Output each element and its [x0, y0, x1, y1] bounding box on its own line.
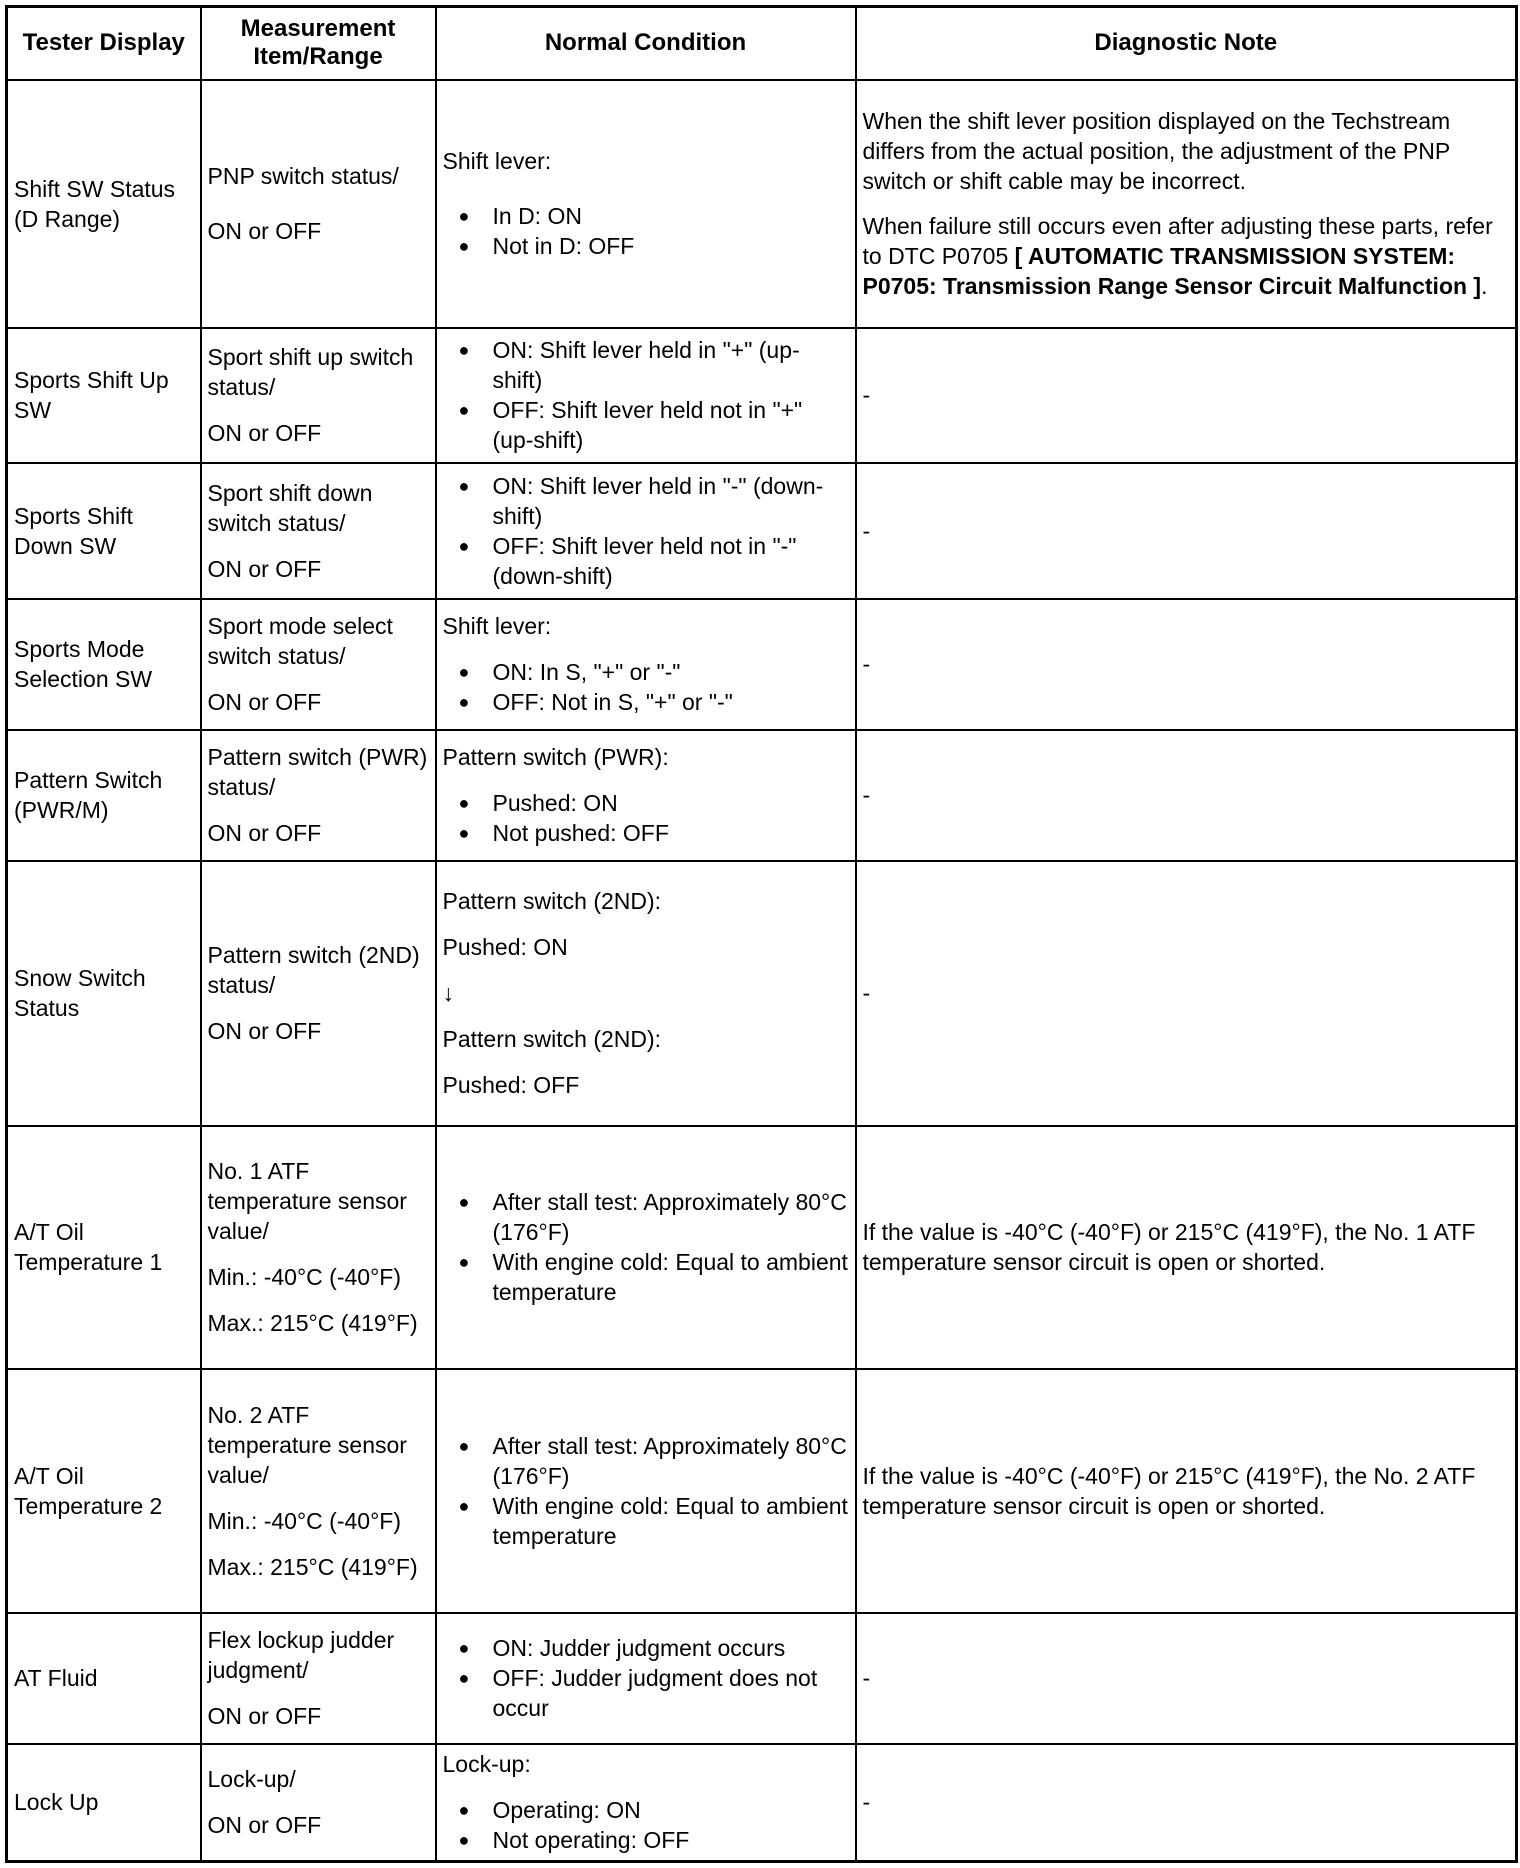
normal-condition-cell	[436, 1744, 856, 1862]
diagnostic-note-cell: -	[856, 1744, 1517, 1862]
measurement-cell	[201, 1613, 436, 1744]
tester-display-cell: Sports Mode Selection SW	[7, 599, 201, 730]
condition-item: ● After stall test: Approximately 80°C (176°F)	[443, 1187, 849, 1247]
condition-item: ● ON: Shift lever held in "-" (down-shift)	[443, 471, 849, 531]
tester-display-cell: Snow Switch Status	[7, 861, 201, 1126]
table-row	[7, 599, 1517, 730]
measurement-line: Min.: -40°C (-40°F)	[207, 1507, 401, 1534]
condition-item: ● With engine cold: Equal to ambient temperature	[443, 1247, 849, 1307]
condition-item: ● Operating: ON	[443, 1795, 849, 1825]
condition-list	[443, 1187, 849, 1307]
normal-condition-cell	[436, 1369, 856, 1613]
measurement-cell	[201, 80, 436, 328]
condition-item: ● Pushed: ON	[443, 788, 849, 818]
measurement-line: Sport shift down switch status/	[207, 479, 373, 536]
table-row	[7, 463, 1517, 599]
condition-list	[443, 471, 849, 591]
measurement-cell	[201, 1744, 436, 1862]
diagnostic-note-cell: -	[856, 1613, 1517, 1744]
tester-display-cell: A/T Oil Temperature 2	[7, 1369, 201, 1613]
condition-list	[443, 788, 849, 848]
condition-line: Pushed: ON	[442, 934, 568, 960]
header-measurement: Measurement Item/Range	[201, 7, 436, 80]
condition-list	[443, 1795, 849, 1855]
condition-list	[443, 1431, 849, 1551]
note-punctuation: .	[1481, 273, 1488, 299]
measurement-line: Min.: -40°C (-40°F)	[207, 1264, 401, 1290]
measurement-line: No. 1 ATF temperature sensor value/	[207, 1158, 407, 1244]
measurement-line: ON or OFF	[207, 689, 322, 715]
header-diagnostic-note: Diagnostic Note	[856, 7, 1517, 80]
normal-condition-cell	[436, 1613, 856, 1744]
measurement-line: Max.: 215°C (419°F)	[207, 1310, 418, 1336]
normal-condition-cell	[436, 463, 856, 599]
normal-condition-cell	[436, 328, 856, 463]
condition-list	[443, 335, 849, 455]
condition-item: ● Not in D: OFF	[443, 231, 849, 261]
condition-line: Pattern switch (2ND):	[442, 888, 662, 914]
measurement-line: Pattern switch (PWR) status/	[207, 744, 428, 800]
condition-item: ● ON: Shift lever held in "+" (up-shift)	[443, 335, 849, 395]
measurement-cell	[201, 328, 436, 463]
condition-intro: Pattern switch (PWR):	[442, 744, 669, 770]
dtc-reference-link[interactable]: [ AUTOMATIC TRANSMISSION SYSTEM: P0705: Transmission Range Sensor Circuit Malfunction ]	[862, 243, 1482, 299]
condition-intro: Shift lever:	[442, 148, 552, 174]
condition-list	[443, 201, 849, 261]
diagnostic-note-cell: -	[856, 861, 1517, 1126]
measurement-line: ON or OFF	[207, 555, 322, 582]
normal-condition-cell	[436, 1126, 856, 1369]
measurement-line: ON or OFF	[207, 420, 322, 446]
header-tester-display: Tester Display	[7, 7, 201, 80]
condition-intro: Lock-up:	[442, 1751, 531, 1778]
measurement-line: Pattern switch (2ND) status/	[207, 942, 420, 998]
header-normal-condition: Normal Condition	[436, 7, 856, 80]
measurement-cell	[201, 861, 436, 1126]
measurement-cell	[201, 599, 436, 730]
condition-item: ● Not pushed: OFF	[443, 818, 849, 848]
tester-display-cell: Sports Shift Up SW	[7, 328, 201, 463]
table-row	[7, 328, 1517, 463]
measurement-cell	[201, 463, 436, 599]
measurement-line: PNP switch status/	[207, 163, 399, 189]
condition-item: ● Not operating: OFF	[443, 1825, 849, 1855]
table-row	[7, 861, 1517, 1126]
diagnostic-note-cell: -	[856, 599, 1517, 730]
tester-display-cell: Sports Shift Down SW	[7, 463, 201, 599]
measurement-line: Max.: 215°C (419°F)	[207, 1553, 418, 1580]
down-arrow-icon: ↓	[442, 980, 454, 1006]
condition-item: ● OFF: Judder judgment does not occur	[443, 1663, 849, 1723]
condition-intro: Shift lever:	[442, 613, 552, 639]
header-row	[7, 7, 1517, 80]
condition-item: ● ON: Judder judgment occurs	[443, 1633, 849, 1663]
table-row	[7, 1369, 1517, 1613]
note-paragraph	[863, 211, 1510, 301]
note-paragraph: When the shift lever position displayed on the Techstream differs from the actual position, the adjustment of the PNP switch or shift cable may be incorrect.	[862, 108, 1451, 194]
condition-item: ● OFF: Shift lever held not in "+" (up-shift)	[443, 395, 849, 455]
diagnostic-note-cell: -	[856, 463, 1517, 599]
note-text: When failure still occurs even after adjusting these parts, refer to DTC P0705	[862, 213, 1493, 269]
condition-list	[443, 1633, 849, 1723]
tester-display-cell: A/T Oil Temperature 1	[7, 1126, 201, 1369]
measurement-line: ON or OFF	[207, 1703, 322, 1729]
condition-line: Pattern switch (2ND):	[442, 1026, 662, 1052]
table-row	[7, 80, 1517, 328]
tester-display-cell: AT Fluid	[7, 1613, 201, 1744]
measurement-cell	[201, 1369, 436, 1613]
table-row	[7, 1126, 1517, 1369]
diagnostic-note-cell: -	[856, 730, 1517, 861]
tester-display-cell: Pattern Switch (PWR/M)	[7, 730, 201, 861]
normal-condition-cell	[436, 730, 856, 861]
table-row	[7, 1613, 1517, 1744]
condition-line: Pushed: OFF	[442, 1072, 580, 1098]
measurement-line: Sport mode select switch status/	[207, 613, 393, 669]
diagnostic-note-cell: If the value is -40°C (-40°F) or 215°C (419°F), the No. 2 ATF temperature sensor circuit is open or shorted.	[856, 1369, 1517, 1613]
diagnostic-note-cell: If the value is -40°C (-40°F) or 215°C (419°F), the No. 1 ATF temperature sensor circuit is open or shorted.	[856, 1126, 1517, 1369]
table-row	[7, 730, 1517, 861]
measurement-line: ON or OFF	[207, 1812, 322, 1839]
normal-condition-cell	[436, 599, 856, 730]
condition-item: ● In D: ON	[443, 201, 849, 231]
measurement-line: Sport shift up switch status/	[207, 344, 414, 400]
measurement-line: No. 2 ATF temperature sensor value/	[207, 1401, 407, 1488]
data-list-table	[5, 5, 1518, 1863]
normal-condition-cell	[436, 80, 856, 328]
measurement-line: Lock-up/	[207, 1766, 296, 1793]
condition-item: ● ON: In S, "+" or "-"	[443, 657, 849, 687]
condition-item: ● After stall test: Approximately 80°C (176°F)	[443, 1431, 849, 1491]
condition-item: ● OFF: Shift lever held not in "-" (down-shift)	[443, 531, 849, 591]
diagnostic-note-cell	[856, 80, 1517, 328]
condition-item: ● OFF: Not in S, "+" or "-"	[443, 687, 849, 717]
measurement-line: ON or OFF	[207, 1018, 322, 1044]
diagnostic-note-cell: -	[856, 328, 1517, 463]
measurement-line: ON or OFF	[207, 218, 322, 244]
normal-condition-cell	[436, 861, 856, 1126]
tester-display-cell: Lock Up	[7, 1744, 201, 1862]
condition-item: ● With engine cold: Equal to ambient temperature	[443, 1491, 849, 1551]
tester-display-cell: Shift SW Status (D Range)	[7, 80, 201, 328]
measurement-cell	[201, 1126, 436, 1369]
table-row	[7, 1744, 1517, 1862]
measurement-cell	[201, 730, 436, 861]
measurement-line: ON or OFF	[207, 820, 322, 846]
measurement-line: Flex lockup judder judgment/	[207, 1627, 395, 1683]
condition-list	[443, 657, 849, 717]
